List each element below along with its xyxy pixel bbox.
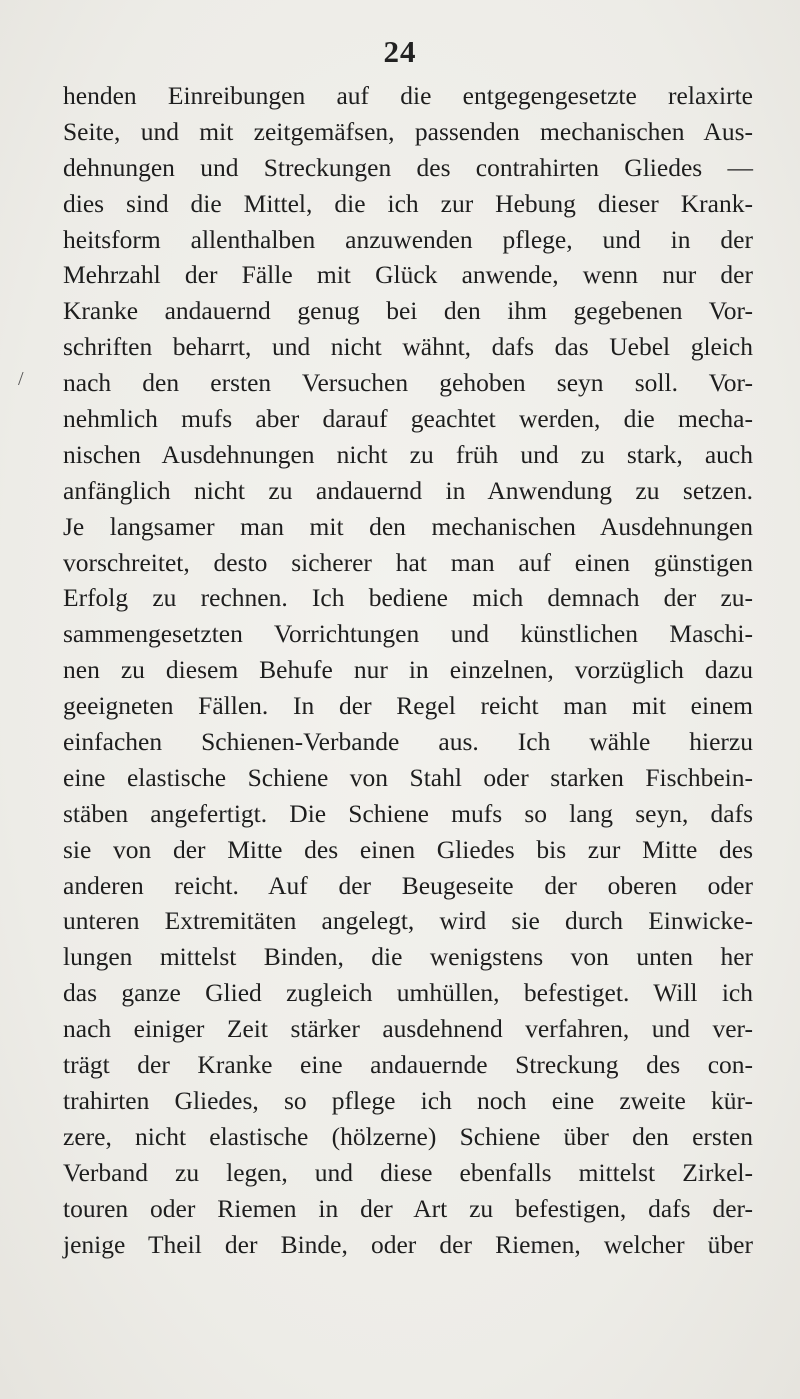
text-line: trägt der Kranke eine andauernde Streckung des con-	[63, 1050, 753, 1080]
text-line: stäben angefertigt. Die Schiene mufs so lang seyn, dafs	[63, 798, 753, 828]
body-text	[63, 78, 753, 1262]
text-line: touren oder Riemen in der Art zu befestigen, dafs der-	[63, 1193, 753, 1223]
text-line: eine elastische Schiene von Stahl oder starken Fischbein-	[63, 762, 753, 792]
text-line: jenige Theil der Binde, oder der Riemen, welcher über	[63, 1229, 753, 1259]
text-line: nach den ersten Versuchen gehoben seyn soll. Vor-	[63, 368, 753, 398]
text-line: zere, nicht elastische (hölzerne) Schiene über den ersten	[63, 1121, 753, 1151]
text-line: nach einiger Zeit stärker ausdehnend verfahren, und ver-	[63, 1014, 753, 1044]
text-line: heitsform allenthalben anzuwenden pflege, und in der	[63, 224, 753, 254]
text-line: lungen mittelst Binden, die wenigstens von unten her	[63, 942, 753, 972]
margin-mark: /	[18, 368, 24, 390]
text-line: vorschreitet, desto sicherer hat man auf einen günstigen	[63, 547, 753, 577]
text-line: trahirten Gliedes, so pflege ich noch eine zweite kür-	[63, 1085, 753, 1115]
text-line: Kranke andauernd genug bei den ihm gegebenen Vor-	[63, 296, 753, 326]
text-line: schriften beharrt, und nicht wähnt, dafs das Uebel gleich	[63, 332, 753, 362]
text-line: nen zu diesem Behufe nur in einzelnen, vorzüglich dazu	[63, 655, 753, 685]
text-line: anfänglich nicht zu andauernd in Anwendung zu setzen.	[63, 475, 753, 505]
text-line: Verband zu legen, und diese ebenfalls mittelst Zirkel-	[63, 1157, 753, 1187]
text-line: nehmlich mufs aber darauf geachtet werden, die mecha-	[63, 404, 753, 434]
text-line: das ganze Glied zugleich umhüllen, befestiget. Will ich	[63, 978, 753, 1008]
text-line: Seite, und mit zeitgemäfsen, passenden mechanischen Aus-	[63, 116, 753, 146]
text-line: Erfolg zu rechnen. Ich bediene mich demnach der zu-	[63, 583, 753, 613]
text-line: geeigneten Fällen. In der Regel reicht man mit einem	[63, 691, 753, 721]
text-line: anderen reicht. Auf der Beugeseite der oberen oder	[63, 870, 753, 900]
text-line: dehnungen und Streckungen des contrahirten Gliedes —	[63, 152, 753, 182]
text-line: einfachen Schienen-Verbande aus. Ich wähle hierzu	[63, 727, 753, 757]
text-line: sie von der Mitte des einen Gliedes bis zur Mitte des	[63, 834, 753, 864]
text-line: sammengesetzten Vorrichtungen und künstlichen Maschi-	[63, 619, 753, 649]
text-line: Je langsamer man mit den mechanischen Ausdehnungen	[63, 511, 753, 541]
text-line: Mehrzahl der Fälle mit Glück anwende, wenn nur der	[63, 260, 753, 290]
text-line: nischen Ausdehnungen nicht zu früh und zu stark, auch	[63, 439, 753, 469]
text-line: henden Einreibungen auf die entgegengesetzte relaxirte	[63, 81, 753, 110]
page-number: 24	[383, 34, 417, 69]
text-line: dies sind die Mittel, die ich zur Hebung dieser Krank-	[63, 188, 753, 218]
text-line: unteren Extremitäten angelegt, wird sie durch Einwicke-	[63, 906, 753, 936]
